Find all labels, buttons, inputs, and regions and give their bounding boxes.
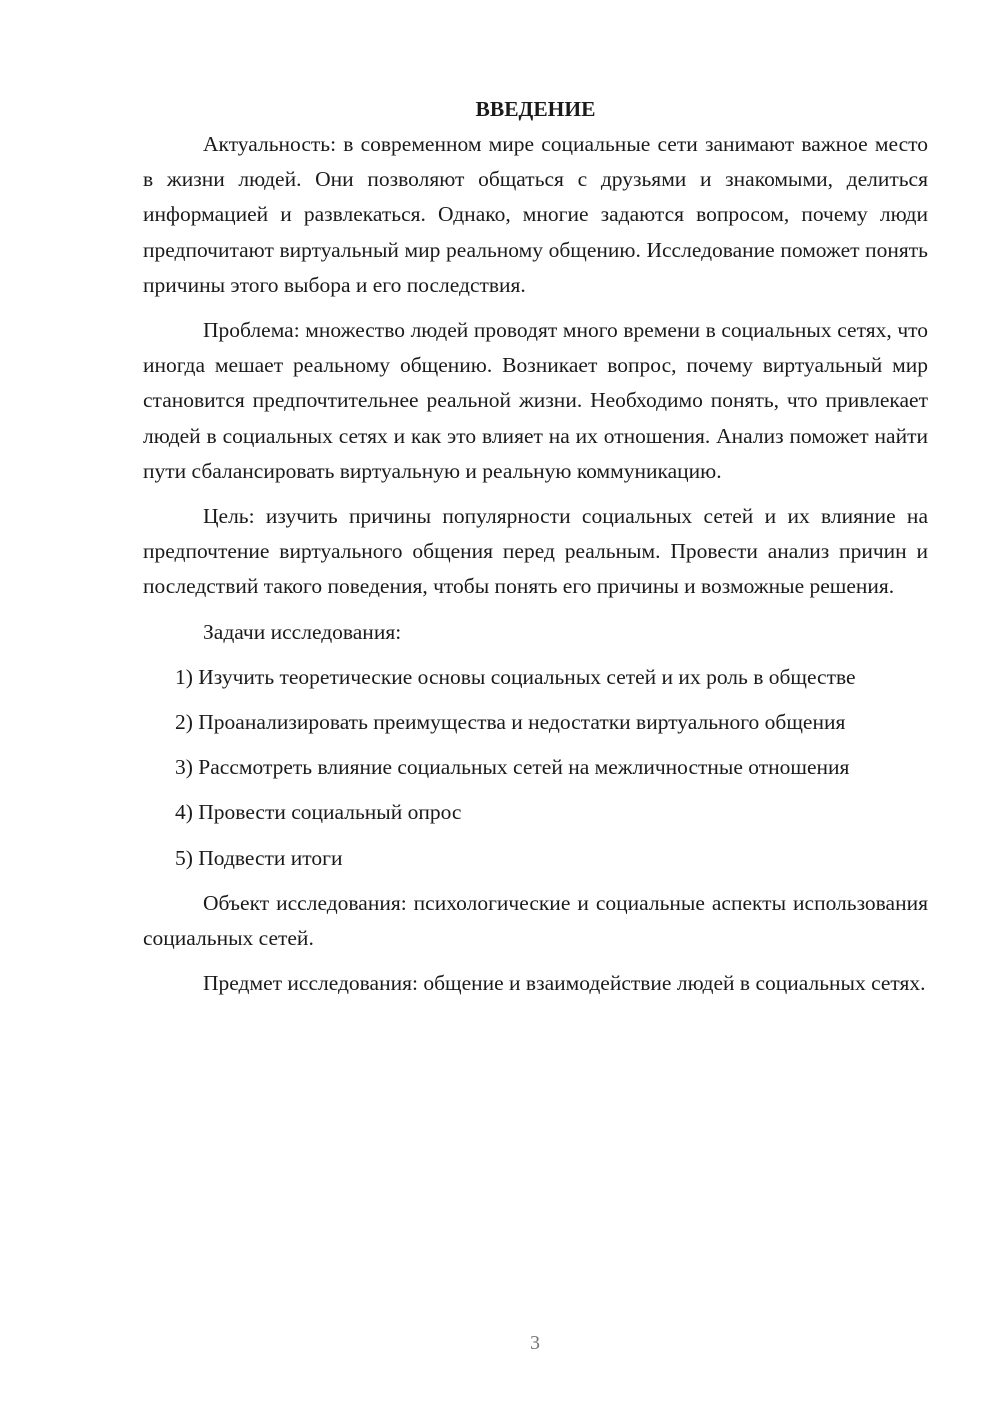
section-heading: ВВЕДЕНИЕ [475, 97, 596, 121]
task-item: 5) Подвести итоги [175, 845, 343, 870]
task-item: 2) Проанализировать преимущества и недостатки виртуального общения [175, 710, 846, 735]
task-item: 3) Рассмотреть влияние социальных сетей на межличностные отношения [175, 755, 850, 780]
document-page [143, 92, 928, 1001]
task-item: 4) Провести социальный опрос [175, 800, 462, 825]
task-item: 1) Изучить теоретические основы социальных сетей и их роль в обществе [175, 664, 856, 689]
problem-paragraph: Проблема: множество людей проводят много времени в социальных сетях, что иногда мешает реальному общению. Возникает вопрос, почему виртуальный мир становится предпочтительнее реальной жизни. Необходимо понять, что привлекает людей в социальных сетях и как это влияет на их отношения. Анализ поможет найти пути сбалансировать виртуальную и реальную коммуникацию. [143, 318, 928, 483]
object-paragraph: Объект исследования: психологические и социальные аспекты использования социальных сетей. [143, 890, 928, 951]
tasks-list [143, 660, 928, 876]
page-number: 3 [530, 1332, 540, 1354]
goal-paragraph: Цель: изучить причины популярности социальных сетей и их влияние на предпочтение виртуального общения перед реальным. Провести анализ причин и последствий такого поведения, чтобы понять его причины и возможные решения. [143, 504, 928, 599]
subject-paragraph: Предмет исследования: общение и взаимодействие людей в социальных сетях. [203, 971, 926, 996]
relevance-paragraph: Актуальность: в современном мире социальные сети занимают важное место в жизни людей. Они позволяют общаться с друзьями и знакомыми, делиться информацией и развлекаться. Однако, многие задаются вопросом, почему люди предпочитают виртуальный мир реальному общению. Исследование поможет понять причины этого выбора и его последствия. [143, 132, 928, 297]
tasks-title: Задачи исследования: [203, 619, 402, 644]
